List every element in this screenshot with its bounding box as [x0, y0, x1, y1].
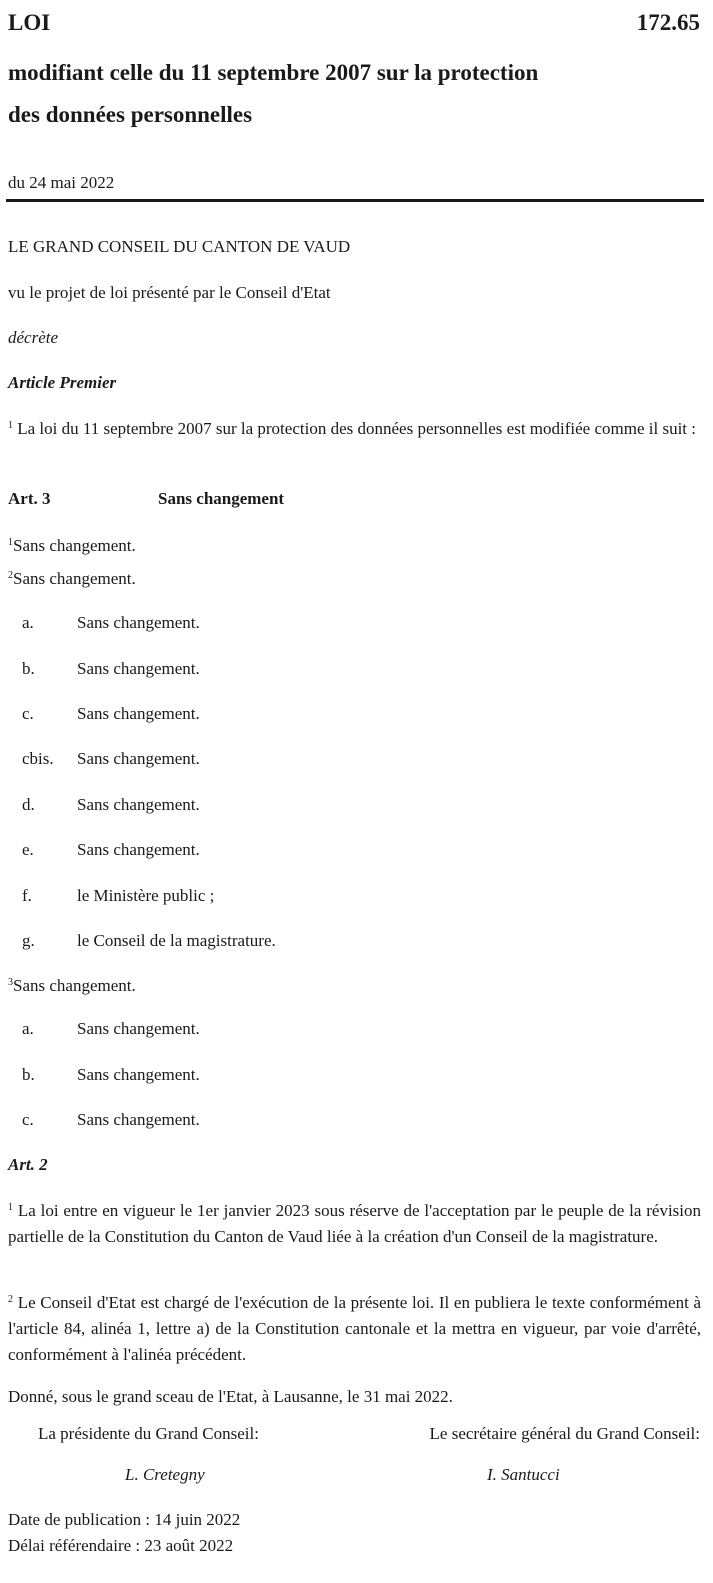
item-text: Sans changement.	[77, 704, 200, 723]
header-divider	[6, 199, 704, 202]
art2-paragraph-2	[8, 1290, 701, 1368]
art3-al2-item-d	[22, 792, 200, 818]
item-letter: f.	[22, 886, 32, 905]
art3-al3-item-a	[22, 1016, 200, 1042]
alinea-number: 1	[8, 537, 13, 548]
item-letter: b.	[22, 1065, 35, 1084]
article-premier-paragraph-1	[8, 416, 701, 442]
paragraph-number: 1	[8, 420, 13, 431]
item-letter: a.	[22, 613, 34, 632]
item-text: Sans changement.	[77, 749, 200, 768]
art3-al2-item-c	[22, 701, 200, 727]
president-role: La présidente du Grand Conseil:	[38, 1424, 259, 1443]
authority: LE GRAND CONSEIL DU CANTON DE VAUD	[8, 237, 351, 256]
publication-date: Date de publication : 14 juin 2022	[8, 1510, 241, 1529]
item-letter: d.	[22, 795, 35, 814]
paragraph-number: 1	[8, 1202, 13, 1213]
title-line-2: des données personnelles	[8, 102, 253, 127]
decrees: décrète	[8, 328, 59, 347]
art3-al2-item-f	[22, 883, 214, 909]
item-letter: c.	[22, 1110, 34, 1129]
item-letter: e.	[22, 840, 34, 859]
art3-al2-item-cbis	[22, 746, 200, 772]
secretary-role: Le secrétaire général du Grand Conseil:	[429, 1424, 700, 1443]
item-letter: b.	[22, 659, 35, 678]
president-name: L. Cretegny	[125, 1465, 205, 1484]
alinea-text: Sans changement.	[13, 976, 136, 995]
item-letter: cbis.	[22, 749, 54, 768]
given-under-seal: Donné, sous le grand sceau de l'Etat, à Lausanne, le 31 mai 2022.	[8, 1387, 453, 1406]
art3-al2-item-g	[22, 928, 276, 954]
art3-heading-note: Sans changement	[158, 489, 285, 508]
item-text: Sans changement.	[77, 1065, 200, 1084]
item-letter: g.	[22, 931, 35, 950]
law-number: 172.65	[636, 10, 700, 35]
item-letter: a.	[22, 1019, 34, 1038]
art3-alinea-1	[8, 533, 136, 559]
art2-heading: Art. 2	[8, 1155, 48, 1174]
item-text: le Conseil de la magistrature.	[77, 931, 276, 950]
law-type: LOI	[8, 10, 51, 35]
art3-heading: Art. 3	[8, 489, 51, 508]
alinea-text: Sans changement.	[13, 569, 136, 588]
item-text: Sans changement.	[77, 659, 200, 678]
paragraph-text: Le Conseil d'Etat est chargé de l'exécution de la présente loi. Il en publiera le texte conformément à l'article 84, alinéa 1, lettre a) de la Constitution cantonale et la mettra en vigueur, par voie d'arrêté, conformément à l'alinéa précédent.	[8, 1293, 702, 1364]
item-text: Sans changement.	[77, 1110, 200, 1129]
article-premier-heading: Article Premier	[8, 373, 117, 392]
law-date: du 24 mai 2022	[8, 173, 115, 192]
alinea-number: 3	[8, 977, 13, 988]
item-text: Sans changement.	[77, 1019, 200, 1038]
referendum-deadline: Délai référendaire : 23 août 2022	[8, 1536, 234, 1555]
item-letter: c.	[22, 704, 34, 723]
paragraph-text: La loi entre en vigueur le 1er janvier 2023 sous réserve de l'acceptation par le peuple de la révision partielle de la Constitution du Canton de Vaud liée à la création d'un Conseil de la magistrature.	[8, 1201, 702, 1246]
art3-al3-item-b	[22, 1062, 200, 1088]
secretary-name: I. Santucci	[487, 1465, 560, 1484]
item-text: Sans changement.	[77, 795, 200, 814]
art3-al3-item-c	[22, 1107, 200, 1133]
item-text: Sans changement.	[77, 840, 200, 859]
paragraph-text: La loi du 11 septembre 2007 sur la protection des données personnelles est modifiée comme il suit :	[17, 419, 696, 438]
item-text: Sans changement.	[77, 613, 200, 632]
art2-paragraph-1	[8, 1198, 701, 1250]
alinea-text: Sans changement.	[13, 536, 136, 555]
art3-al2-item-b	[22, 656, 200, 682]
considering: vu le projet de loi présenté par le Conseil d'Etat	[8, 283, 331, 302]
art3-alinea-3	[8, 973, 136, 999]
art3-alinea-2	[8, 566, 136, 592]
paragraph-number: 2	[8, 1294, 13, 1305]
alinea-number: 2	[8, 570, 13, 581]
item-text: le Ministère public ;	[77, 886, 215, 905]
art3-al2-item-a	[22, 610, 200, 636]
art3-al2-item-e	[22, 837, 200, 863]
title-line-1: modifiant celle du 11 septembre 2007 sur la protection	[8, 60, 539, 85]
